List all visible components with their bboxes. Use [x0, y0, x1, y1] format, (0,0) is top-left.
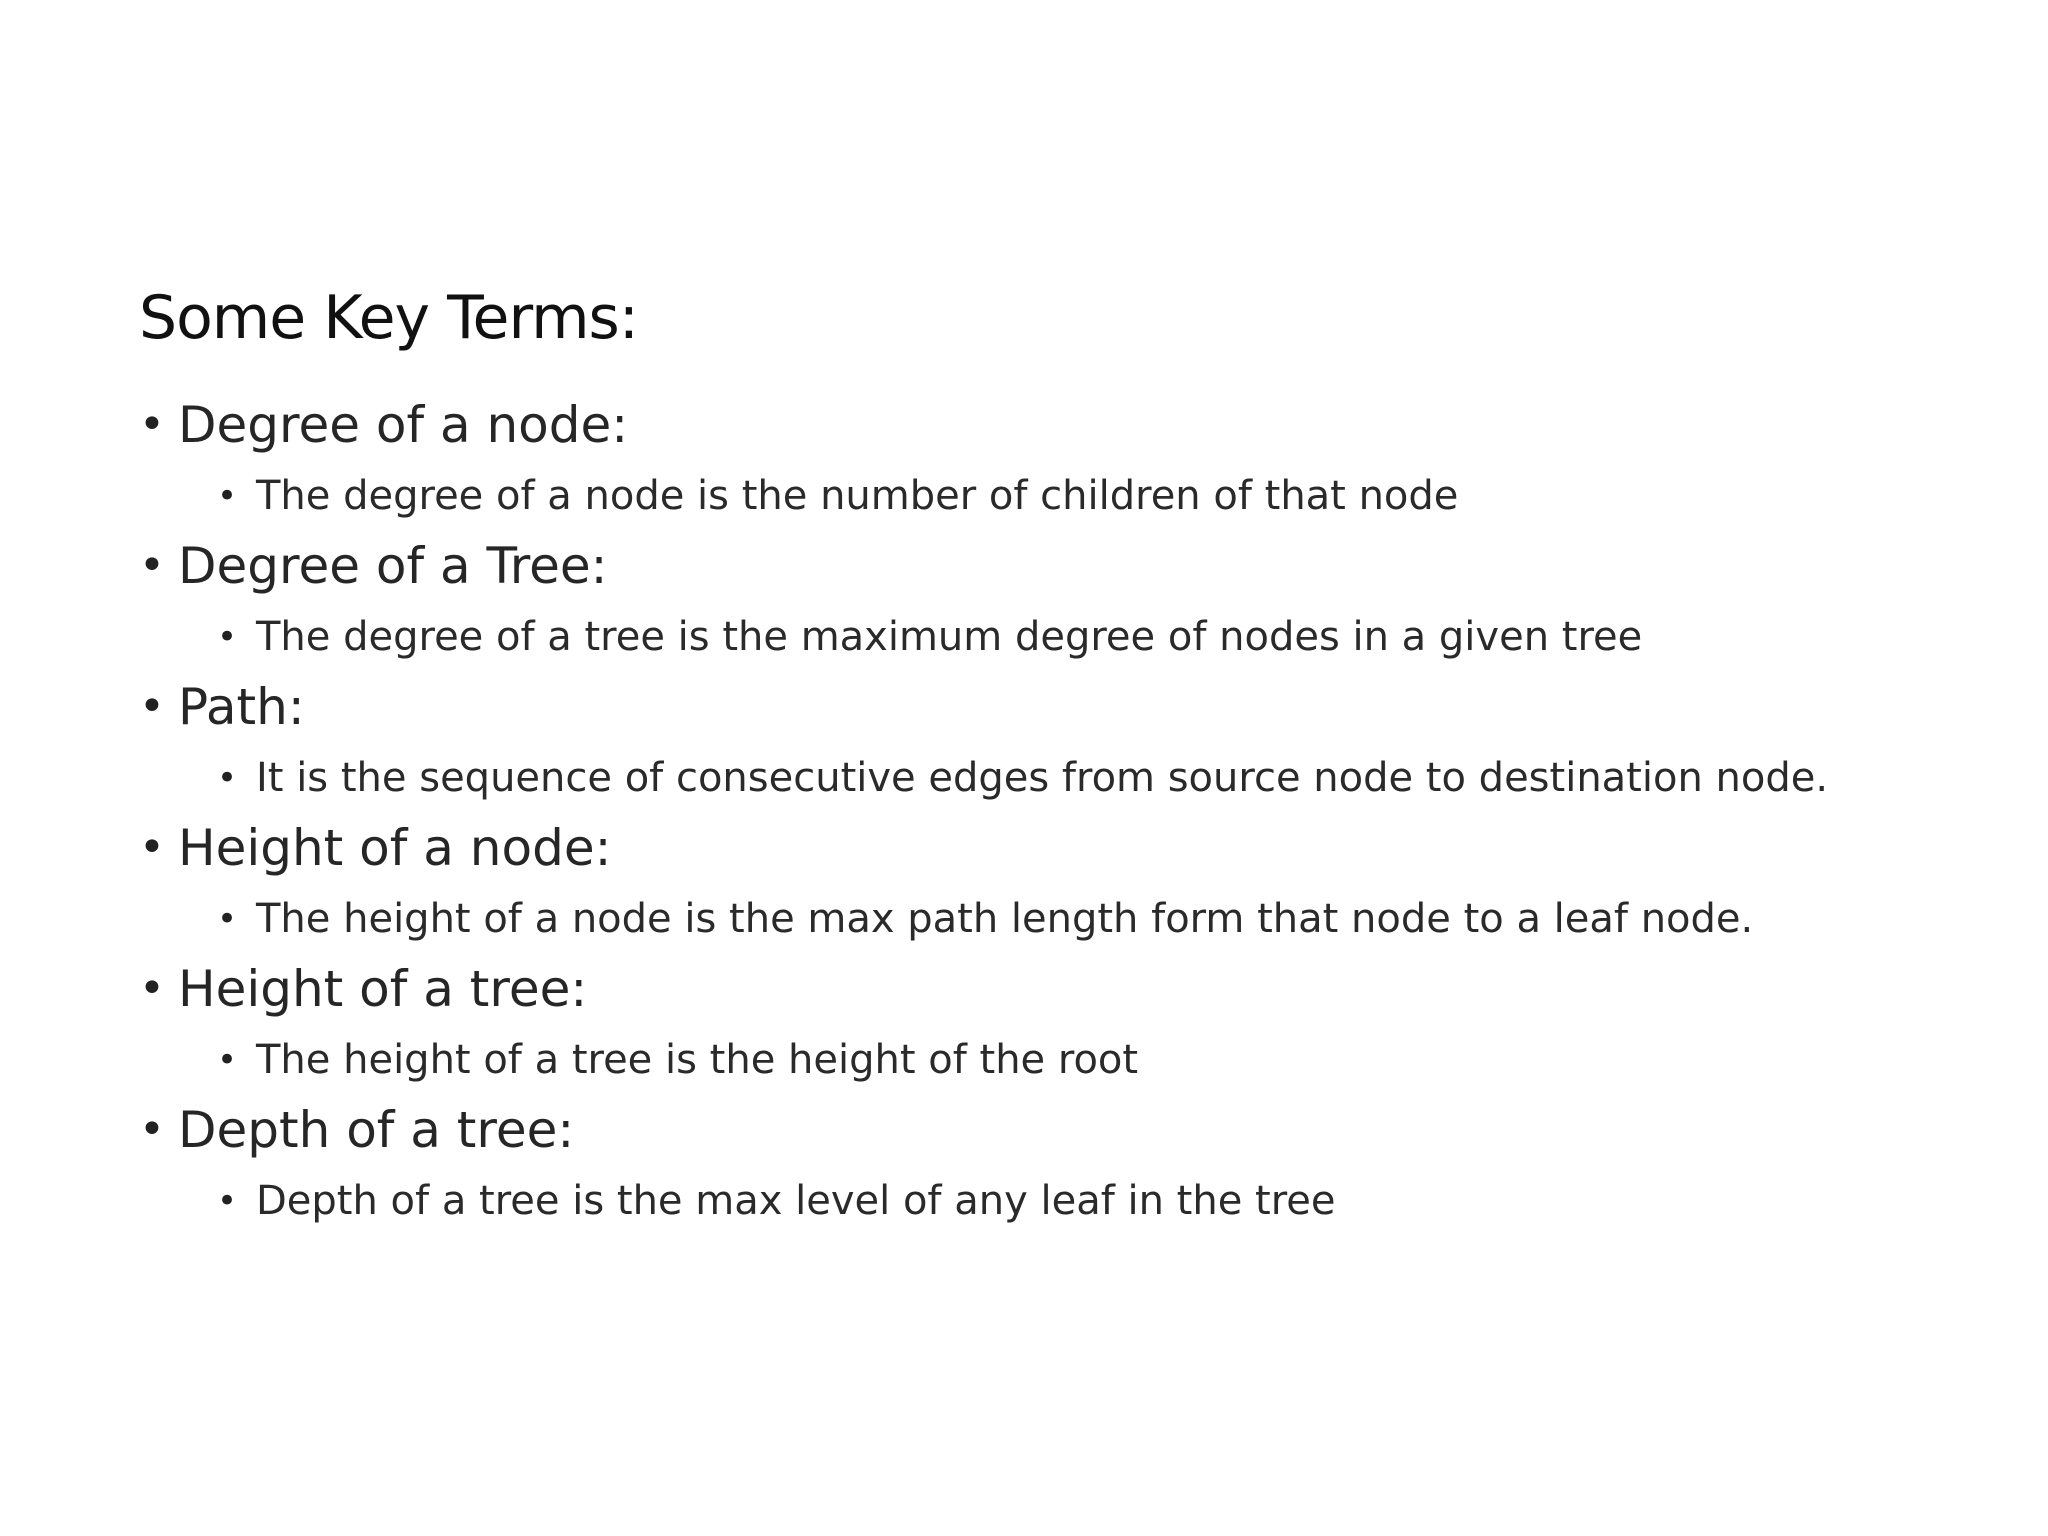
- term-item-degree-of-node: [139, 392, 1828, 533]
- sub-bullet-icon: •: [217, 475, 238, 516]
- definition-row: [139, 881, 1828, 956]
- definition-row: [139, 599, 1828, 674]
- term-label: Degree of a Tree:: [178, 537, 608, 595]
- term-label: Depth of a tree:: [178, 1101, 575, 1159]
- term-definition: The degree of a tree is the maximum degree of nodes in a given tree: [256, 613, 1643, 660]
- sub-bullet-icon: •: [217, 757, 238, 798]
- bullet-icon: •: [139, 963, 165, 1014]
- term-item-depth-of-tree: [139, 1097, 1828, 1238]
- definition-row: [139, 740, 1828, 815]
- term-label: Height of a tree:: [178, 960, 588, 1018]
- term-label: Path:: [178, 678, 305, 736]
- bullet-icon: •: [139, 681, 165, 732]
- definition-row: [139, 1163, 1828, 1238]
- bullet-icon: •: [139, 540, 165, 591]
- term-definition: The height of a tree is the height of the root: [256, 1036, 1139, 1083]
- term-row: [139, 392, 1828, 458]
- sub-bullet-icon: •: [217, 1039, 238, 1080]
- bullet-icon: •: [139, 399, 165, 450]
- term-definition: Depth of a tree is the max level of any leaf in the tree: [256, 1177, 1336, 1224]
- sub-bullet-icon: •: [217, 616, 238, 657]
- slide-title: Some Key Terms:: [139, 283, 638, 353]
- term-row: [139, 956, 1828, 1022]
- term-item-path: [139, 674, 1828, 815]
- term-row: [139, 674, 1828, 740]
- term-item-height-of-tree: [139, 956, 1828, 1097]
- definition-row: [139, 1022, 1828, 1097]
- bullet-icon: •: [139, 1104, 165, 1155]
- term-row: [139, 815, 1828, 881]
- term-label: Degree of a node:: [178, 396, 629, 454]
- sub-bullet-icon: •: [217, 1180, 238, 1221]
- bullet-icon: •: [139, 822, 165, 873]
- term-item-height-of-node: [139, 815, 1828, 956]
- term-definition: It is the sequence of consecutive edges from source node to destination node.: [256, 754, 1829, 801]
- definition-row: [139, 458, 1828, 533]
- term-row: [139, 533, 1828, 599]
- key-terms-list: [139, 392, 1828, 1238]
- term-row: [139, 1097, 1828, 1163]
- term-definition: The degree of a node is the number of children of that node: [256, 472, 1459, 519]
- term-label: Height of a node:: [178, 819, 612, 877]
- term-definition: The height of a node is the max path length form that node to a leaf node.: [256, 895, 1754, 942]
- sub-bullet-icon: •: [217, 898, 238, 939]
- term-item-degree-of-tree: [139, 533, 1828, 674]
